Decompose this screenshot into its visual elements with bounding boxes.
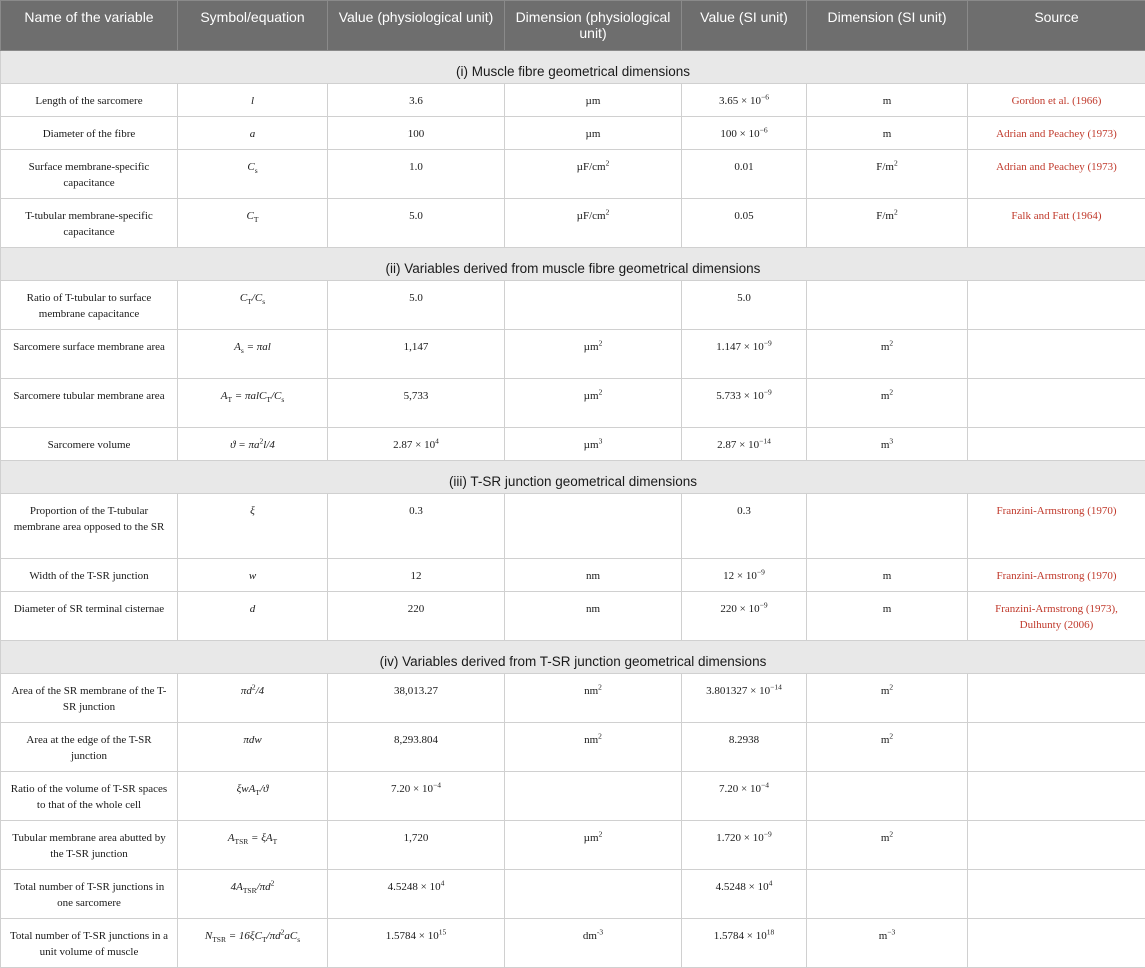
symbol-text: w (249, 570, 256, 582)
value-base: 1.5784 × 10 (386, 930, 439, 942)
dimension-exponent: 2 (889, 682, 893, 691)
value-physiological: 3.6 (328, 84, 505, 117)
table-row (1, 117, 1145, 150)
symbol-text: C (247, 210, 254, 222)
symbol-subscript: TSR (235, 837, 249, 846)
symbol-text: = πalC (232, 390, 266, 402)
value-si-exponent: −14 (770, 682, 782, 691)
value-si (682, 428, 807, 461)
value-physiological: 5.0 (328, 199, 505, 248)
value-si-exponent: −9 (760, 600, 768, 609)
dimension-base: nm (584, 685, 598, 697)
dimension-exponent: 2 (889, 829, 893, 838)
symbol-text: = ξA (248, 832, 272, 844)
symbol-text: = 16ξC (226, 930, 262, 942)
variable-name: Diameter of the fibre (1, 117, 178, 150)
value-si-exponent: −9 (764, 829, 772, 838)
value-physiological: 8,293.804 (328, 723, 505, 772)
value-si-exponent: −9 (764, 338, 772, 347)
section-title: (i) Muscle fibre geometrical dimensions (1, 51, 1145, 84)
symbol-superscript: 2 (252, 682, 256, 691)
dimension-si (807, 281, 968, 330)
value-si (682, 870, 807, 919)
source-link[interactable]: Adrian and Peachey (1973) (968, 150, 1145, 199)
dimension-base: F/m (876, 161, 894, 173)
variable-name: Proportion of the T-tubular membrane area opposed to the SR (1, 494, 178, 559)
symbol-text: /C (271, 390, 281, 402)
header-row (1, 1, 1145, 51)
value-si-exponent: 18 (767, 927, 775, 936)
dimension-exponent: 2 (894, 207, 898, 216)
table-row (1, 772, 1145, 821)
section-row (1, 51, 1145, 84)
col-header-dimension-physiological: Dimension (physiological unit) (505, 1, 682, 51)
table-row (1, 821, 1145, 870)
symbol (178, 919, 328, 968)
value-base: 4.5248 × 10 (388, 881, 441, 893)
value-si-base: 1.5784 × 10 (714, 930, 767, 942)
section-row (1, 641, 1145, 674)
dimension-physiological (505, 870, 682, 919)
value-si: 0.3 (682, 494, 807, 559)
value-physiological: 1,720 (328, 821, 505, 870)
value-si-base: 1.147 × 10 (716, 341, 763, 353)
section-title: (ii) Variables derived from muscle fibre geometrical dimensions (1, 248, 1145, 281)
dimension-physiological (505, 150, 682, 199)
dimension-physiological (505, 281, 682, 330)
symbol-text: /4 (256, 685, 265, 697)
value-si (682, 674, 807, 723)
value-exponent: −4 (433, 780, 441, 789)
value-si (682, 84, 807, 117)
dimension-exponent: 3 (889, 436, 893, 445)
dimension-si (807, 919, 968, 968)
value-physiological (328, 772, 505, 821)
symbol-text: aC (284, 930, 297, 942)
value-si: 8.2938 (682, 723, 807, 772)
value-si: 5.0 (682, 281, 807, 330)
value-si-base: 3.801327 × 10 (706, 685, 770, 697)
value-si-base: 12 × 10 (723, 570, 757, 582)
variable-name: Surface membrane-specific capacitance (1, 150, 178, 199)
symbol-superscript: 2 (259, 436, 263, 445)
dimension-base: dm (583, 930, 597, 942)
symbol (178, 84, 328, 117)
symbol-subscript: s (297, 935, 300, 944)
symbol-text: A (234, 341, 241, 353)
source-link[interactable]: Franzini-Armstrong (1973), (995, 603, 1118, 615)
symbol (178, 723, 328, 772)
value-si-exponent: −9 (764, 387, 772, 396)
dimension-physiological (505, 494, 682, 559)
symbol-subscript: s (262, 297, 265, 306)
value-si-base: 4.5248 × 10 (716, 881, 769, 893)
value-physiological: 12 (328, 559, 505, 592)
table-row (1, 84, 1145, 117)
value-si-exponent: −9 (757, 567, 765, 576)
table-row (1, 379, 1145, 428)
dimension-base: m (881, 832, 890, 844)
dimension-base: m (881, 341, 890, 353)
dimension-si: m (807, 559, 968, 592)
value-si-base: 5.733 × 10 (716, 390, 763, 402)
dimension-exponent: 2 (889, 731, 893, 740)
dimension-base: µF/cm (577, 210, 606, 222)
variable-name: Width of the T-SR junction (1, 559, 178, 592)
value-si-base: 100 × 10 (720, 128, 759, 140)
dimension-base: nm (584, 734, 598, 746)
source-cell (968, 870, 1145, 919)
source-cell (968, 821, 1145, 870)
symbol (178, 330, 328, 379)
value-base: 2.87 × 10 (393, 439, 435, 451)
dimension-physiological (505, 772, 682, 821)
symbol-subscript: s (241, 346, 244, 355)
value-si-base: 220 × 10 (720, 603, 759, 615)
symbol-text: 4A (231, 881, 243, 893)
table-row (1, 723, 1145, 772)
symbol (178, 674, 328, 723)
source-cell (968, 330, 1145, 379)
dimension-si (807, 772, 968, 821)
dimension-si (807, 723, 968, 772)
symbol (178, 281, 328, 330)
dimension-physiological: µm (505, 117, 682, 150)
value-si-base: 1.720 × 10 (716, 832, 763, 844)
value-si (682, 592, 807, 641)
value-base: 7.20 × 10 (391, 783, 433, 795)
symbol-subscript: TSR (243, 886, 257, 895)
symbol-superscript: 2 (271, 878, 275, 887)
value-si-exponent: 4 (769, 878, 773, 887)
section-title: (iv) Variables derived from T-SR junction geometrical dimensions (1, 641, 1145, 674)
source-link[interactable]: Franzini-Armstrong (1970) (968, 559, 1145, 592)
col-header-source: Source (968, 1, 1145, 51)
dimension-base: µF/cm (577, 161, 606, 173)
value-exponent: 4 (435, 436, 439, 445)
symbol-subscript: T (266, 395, 271, 404)
source-cell (968, 592, 1145, 641)
source-cell (968, 428, 1145, 461)
source-cell (968, 723, 1145, 772)
table-row (1, 199, 1145, 248)
symbol-subscript: TSR (212, 935, 226, 944)
symbol-text: l/4 (263, 439, 275, 451)
variable-name: Length of the sarcomere (1, 84, 178, 117)
source-cell (968, 674, 1145, 723)
dimension-physiological: nm (505, 559, 682, 592)
table-row (1, 494, 1145, 559)
value-physiological (328, 870, 505, 919)
dimension-si: m (807, 84, 968, 117)
variable-name: Diameter of SR terminal cisternae (1, 592, 178, 641)
value-si-base: 3.65 × 10 (719, 95, 761, 107)
variable-name: T-tubular membrane-specific capacitance (1, 199, 178, 248)
symbol-text: ϑ = πa (230, 439, 259, 451)
value-si (682, 117, 807, 150)
dimension-exponent: 2 (894, 158, 898, 167)
symbol (178, 870, 328, 919)
symbol-subscript: s (281, 395, 284, 404)
value-physiological (328, 428, 505, 461)
table-row (1, 281, 1145, 330)
value-physiological: 38,013.27 (328, 674, 505, 723)
symbol-text: = πal (244, 341, 271, 353)
symbol (178, 379, 328, 428)
source-cell (968, 919, 1145, 968)
symbol (178, 428, 328, 461)
dimension-exponent: −3 (887, 927, 895, 936)
variable-name: Ratio of the volume of T-SR spaces to that of the whole cell (1, 772, 178, 821)
symbol-text: /ϑ (260, 783, 268, 795)
dimension-si (807, 199, 968, 248)
value-si (682, 559, 807, 592)
symbol-text: C (247, 161, 254, 173)
symbol (178, 821, 328, 870)
dimension-physiological (505, 723, 682, 772)
symbol-subscript: T (254, 215, 259, 224)
source-link[interactable]: Franzini-Armstrong (1970) (968, 494, 1145, 559)
dimension-exponent: 2 (606, 207, 610, 216)
symbol-subscript: T (255, 788, 260, 797)
dimension-si (807, 428, 968, 461)
dimension-si (807, 494, 968, 559)
value-exponent: 4 (441, 878, 445, 887)
symbol-text: /C (252, 292, 262, 304)
source-cell (968, 772, 1145, 821)
variable-name: Sarcomere volume (1, 428, 178, 461)
table-row (1, 592, 1145, 641)
symbol-text: ξ (250, 505, 255, 517)
col-header-symbol: Symbol/equation (178, 1, 328, 51)
symbol-superscript: 2 (281, 927, 285, 936)
value-si (682, 772, 807, 821)
symbol (178, 494, 328, 559)
dimension-physiological (505, 821, 682, 870)
variable-name: Sarcomere tubular membrane area (1, 379, 178, 428)
symbol-subscript: T (262, 935, 267, 944)
variable-name: Area at the edge of the T-SR junction (1, 723, 178, 772)
table-row (1, 559, 1145, 592)
dimension-base: m (881, 734, 890, 746)
dimension-base: m (881, 685, 890, 697)
dimension-base: µm (584, 832, 599, 844)
dimension-si (807, 379, 968, 428)
symbol (178, 150, 328, 199)
symbol-text: l (251, 95, 254, 107)
source-link[interactable]: Adrian and Peachey (1973) (968, 117, 1145, 150)
source-cell (968, 379, 1145, 428)
symbol-subscript: T (247, 297, 252, 306)
symbol (178, 199, 328, 248)
value-physiological: 220 (328, 592, 505, 641)
col-header-name: Name of the variable (1, 1, 178, 51)
dimension-physiological (505, 199, 682, 248)
dimension-si (807, 821, 968, 870)
table-row (1, 150, 1145, 199)
col-header-value-physiological: Value (physiological unit) (328, 1, 505, 51)
value-si-exponent: −6 (760, 125, 768, 134)
dimension-exponent: 2 (606, 158, 610, 167)
dimension-base: m (879, 930, 888, 942)
variable-name: Total number of T-SR junctions in a unit volume of muscle (1, 919, 178, 968)
dimension-base: m (881, 439, 890, 451)
symbol (178, 117, 328, 150)
value-si-base: 2.87 × 10 (717, 439, 759, 451)
dimension-exponent: -3 (597, 927, 603, 936)
dimension-si (807, 150, 968, 199)
value-physiological (328, 919, 505, 968)
table-row (1, 330, 1145, 379)
variable-name: Area of the SR membrane of the T-SR junction (1, 674, 178, 723)
dimension-si: m (807, 117, 968, 150)
dimension-base: µm (584, 439, 599, 451)
symbol (178, 592, 328, 641)
col-header-value-si: Value (SI unit) (682, 1, 807, 51)
value-physiological: 5.0 (328, 281, 505, 330)
value-si: 0.01 (682, 150, 807, 199)
value-si-base: 7.20 × 10 (719, 783, 761, 795)
symbol-text: A (221, 390, 228, 402)
symbol-subscript: T (227, 395, 232, 404)
col-header-dimension-si: Dimension (SI unit) (807, 1, 968, 51)
symbol-text: /πd (267, 930, 281, 942)
dimension-physiological (505, 330, 682, 379)
symbol-text: A (228, 832, 235, 844)
value-si (682, 919, 807, 968)
value-si (682, 379, 807, 428)
symbol-text: a (250, 128, 256, 140)
dimension-exponent: 2 (889, 338, 893, 347)
value-physiological: 5,733 (328, 379, 505, 428)
value-physiological: 0.3 (328, 494, 505, 559)
symbol-subscript: s (255, 166, 258, 175)
value-si (682, 330, 807, 379)
dimension-exponent: 2 (598, 731, 602, 740)
dimension-exponent: 2 (599, 829, 603, 838)
dimension-si (807, 674, 968, 723)
source-cell (968, 281, 1145, 330)
value-si-exponent: −6 (761, 92, 769, 101)
dimension-exponent: 2 (599, 387, 603, 396)
table-row (1, 870, 1145, 919)
value-si-exponent: −4 (761, 780, 769, 789)
variable-name: Total number of T-SR junctions in one sarcomere (1, 870, 178, 919)
value-si (682, 821, 807, 870)
source-link[interactable]: Dulhunty (2006) (1020, 619, 1094, 631)
symbol-text: d (250, 603, 256, 615)
dimension-si (807, 870, 968, 919)
symbol (178, 559, 328, 592)
section-row (1, 248, 1145, 281)
dimension-exponent: 2 (598, 682, 602, 691)
dimension-physiological (505, 674, 682, 723)
variable-name: Sarcomere surface membrane area (1, 330, 178, 379)
value-si: 0.05 (682, 199, 807, 248)
dimension-physiological: nm (505, 592, 682, 641)
symbol-subscript: T (273, 837, 278, 846)
dimension-exponent: 2 (599, 338, 603, 347)
dimension-base: µm (584, 390, 599, 402)
dimension-si: m (807, 592, 968, 641)
dimension-si (807, 330, 968, 379)
value-si-exponent: −14 (759, 436, 771, 445)
source-link[interactable]: Gordon et al. (1966) (968, 84, 1145, 117)
symbol-text: C (240, 292, 247, 304)
dimension-physiological (505, 919, 682, 968)
source-link[interactable]: Falk and Fatt (1964) (968, 199, 1145, 248)
variable-name: Tubular membrane area abutted by the T-SR junction (1, 821, 178, 870)
symbol-text: ξwA (237, 783, 256, 795)
value-physiological: 1,147 (328, 330, 505, 379)
table-row (1, 674, 1145, 723)
value-exponent: 15 (439, 927, 447, 936)
dimension-physiological (505, 379, 682, 428)
symbol (178, 772, 328, 821)
variable-name: Ratio of T-tubular to surface membrane capacitance (1, 281, 178, 330)
dimension-base: F/m (876, 210, 894, 222)
dimension-exponent: 3 (599, 436, 603, 445)
value-physiological: 1.0 (328, 150, 505, 199)
table-row (1, 428, 1145, 461)
value-physiological: 100 (328, 117, 505, 150)
symbol-text: N (205, 930, 212, 942)
section-row (1, 461, 1145, 494)
dimension-exponent: 2 (889, 387, 893, 396)
symbol-text: πdw (243, 734, 261, 746)
dimension-physiological: µm (505, 84, 682, 117)
dimension-base: m (881, 390, 890, 402)
symbol-text: πd (241, 685, 252, 697)
dimension-base: µm (584, 341, 599, 353)
dimension-physiological (505, 428, 682, 461)
section-title: (iii) T-SR junction geometrical dimensions (1, 461, 1145, 494)
table-row (1, 919, 1145, 968)
symbol-text: /πd (257, 881, 271, 893)
